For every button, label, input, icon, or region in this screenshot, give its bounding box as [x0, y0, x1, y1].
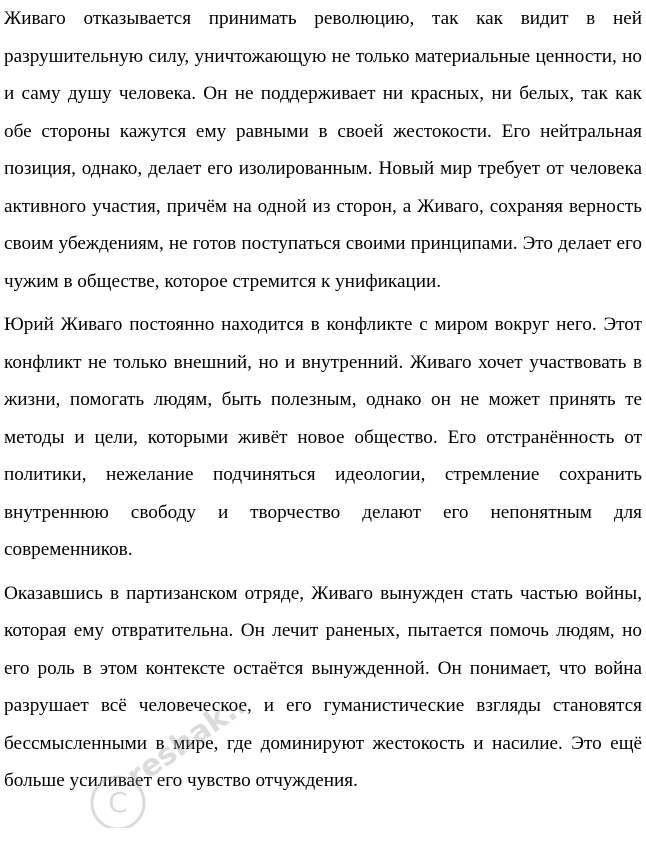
paragraph-3: Оказавшись в партизанском отряде, Живаго вынужден стать частью войны, которая ему отвратительна. Он лечит раненых, пытается помочь людям, но его роль в этом контексте остаётся вынужденной. Он понимает, что война разрушает всё человеческое, и его гуманистические взгляды становятся бессмысленными в мире, где доминируют жестокость и насилие. Это ещё больше усиливает его чувство отчуждения.	[4, 582, 642, 791]
document-page	[4, 0, 642, 800]
copyright-letter-icon: C	[108, 786, 128, 819]
paragraph-2: Юрий Живаго постоянно находится в конфликте с миром вокруг него. Этот конфликт не только внешний, но и внутренний. Живаго хочет участвовать в жизни, помогать людям, быть полезным, однако он не может принять те методы и цели, которыми живёт новое общество. Его отстранённость от политики, нежелание подчиняться идеологии, стремление сохранить внутреннюю свободу и творчество делают его непонятным для современников.	[4, 314, 642, 560]
watermark-text: reshak.ru	[120, 708, 258, 795]
paragraph-1: Живаго отказывается принимать революцию, так как видит в ней разрушительную силу, уничтожающую не только материальные ценности, но и саму душу человека. Он не поддерживает ни красных, ни белых, так как обе стороны кажутся ему равными в своей жестокости. Его нейтральная позиция, однако, делает его изолированным. Новый мир требует от человека активного участия, причём на одной из сторон, а Живаго, сохраняя верность своим убеждениям, не готов поступаться своими принципами. Это делает его чужим в обществе, которое стремится к унификации.	[4, 8, 642, 292]
